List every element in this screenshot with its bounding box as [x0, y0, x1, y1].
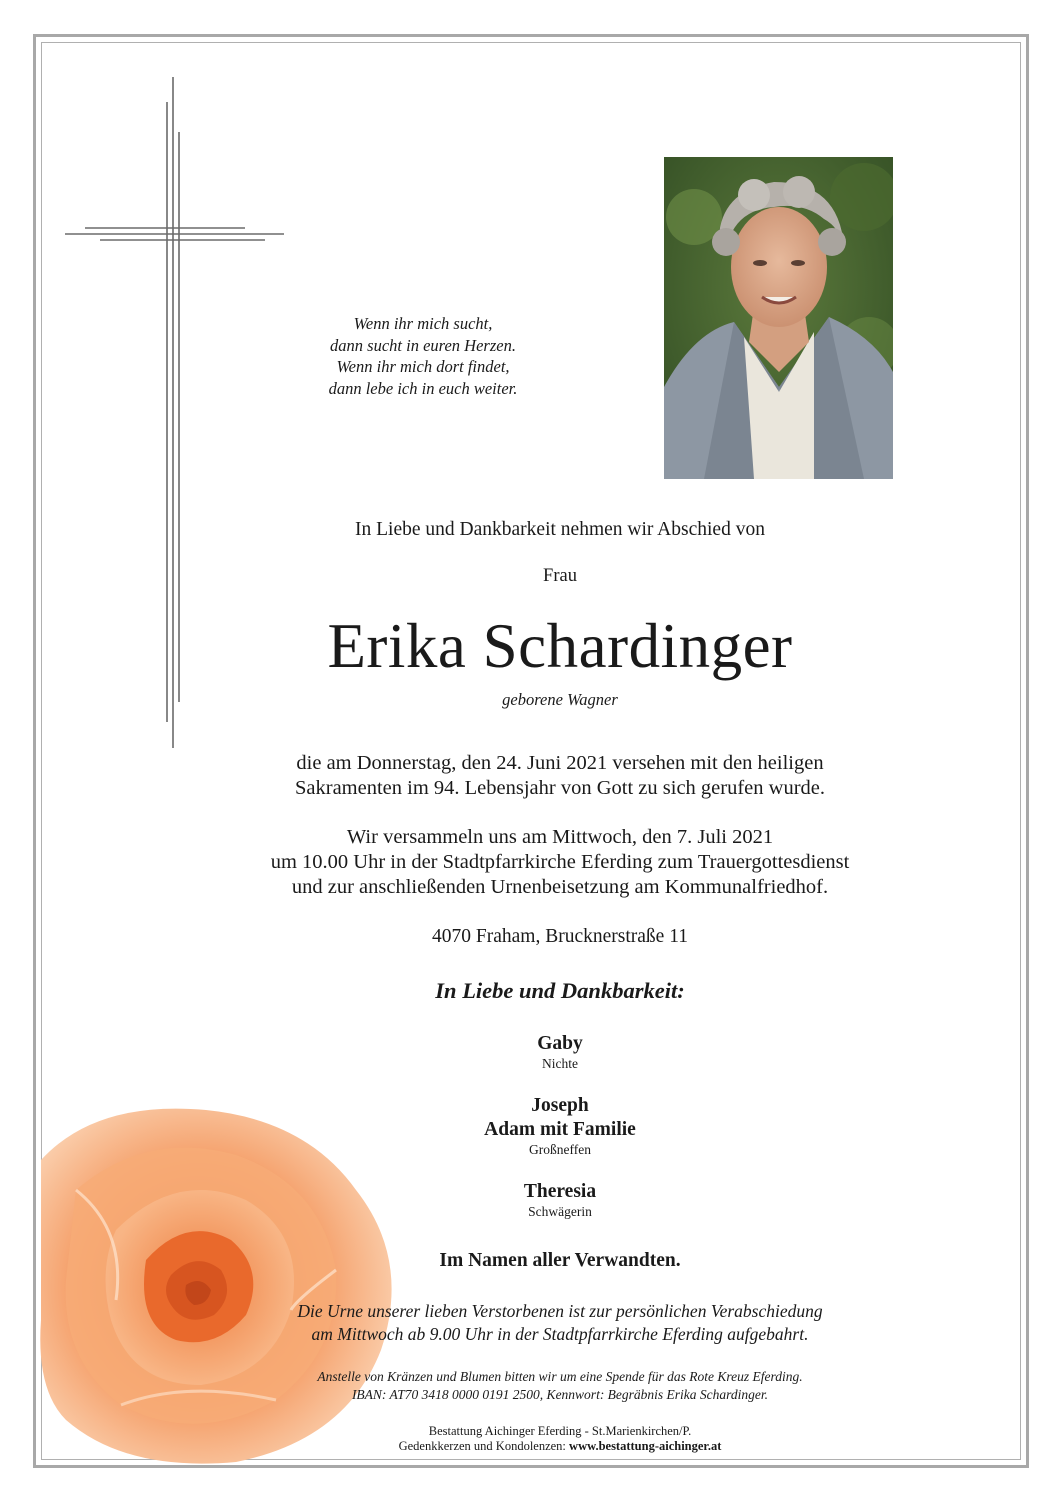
donation-line: Anstelle von Kränzen und Blumen bitten wir um eine Spende für das Rote Kreuz Eferding. [317, 1369, 803, 1384]
donation-line: IBAN: AT70 3418 0000 0191 2500, Kennwort: Begräbnis Erika Schardinger. [351, 1387, 769, 1402]
service-info [150, 825, 970, 900]
mourner-name: Adam mit Familie [484, 1119, 636, 1140]
deceased-name: Erika Schardinger [327, 611, 793, 681]
intro-text: In Liebe und Dankbarkeit nehmen wir Abschied von [355, 519, 765, 540]
mourner-name: Theresia [523, 1181, 597, 1202]
salutation: Frau [543, 566, 577, 586]
death-line: die am Donnerstag, den 24. Juni 2021 versehen mit den heiligen [296, 752, 824, 774]
donation-note [160, 1368, 960, 1404]
mourner-name: Gaby [537, 1033, 583, 1054]
mourner-relation: Nichte [542, 1056, 578, 1071]
footer-condolences [180, 1439, 940, 1454]
website-link[interactable]: www.bestattung-aichinger.at [569, 1439, 722, 1453]
poem [300, 313, 546, 399]
portrait-photo [664, 157, 893, 479]
footer-company: Bestattung Aichinger Eferding - St.Marienkirchen/P. [428, 1424, 692, 1438]
mourner-group [180, 1094, 940, 1158]
urn-note [160, 1300, 960, 1346]
mourners-heading: In Liebe und Dankbarkeit: [435, 978, 685, 1003]
poem-line: dann sucht in euren Herzen. [330, 335, 516, 355]
poem-line: Wenn ihr mich sucht, [353, 314, 493, 333]
footer-condolences-label: Gedenkkerzen und Kondolenzen: [398, 1439, 570, 1453]
birth-name: geborene Wagner [502, 690, 618, 709]
footer [180, 1424, 940, 1454]
mourner-relation: Schwägerin [528, 1204, 592, 1219]
mourner-name: Joseph [531, 1095, 589, 1116]
poem-line: Wenn ihr mich dort findet, [336, 357, 510, 376]
address: 4070 Fraham, Brucknerstraße 11 [432, 926, 688, 947]
mourner-group [180, 1180, 940, 1220]
service-line: Wir versammeln uns am Mittwoch, den 7. Juli 2021 [346, 826, 774, 848]
mourner-relation: Großneffen [529, 1142, 591, 1157]
death-line: Sakramenten im 94. Lebensjahr von Gott zu sich gerufen wurde. [295, 777, 825, 799]
mourner-group [180, 1032, 940, 1072]
death-announcement [180, 751, 940, 801]
service-line: und zur anschließenden Urnenbeisetzung am Kommunalfriedhof. [291, 876, 829, 898]
service-line: um 10.00 Uhr in der Stadtpfarrkirche Eferding zum Trauergottesdienst [270, 851, 850, 873]
urn-line: am Mittwoch ab 9.00 Uhr in der Stadtpfarrkirche Eferding aufgebahrt. [311, 1324, 809, 1344]
poem-line: dann lebe ich in euch weiter. [328, 378, 518, 398]
family-closing: Im Namen aller Verwandten. [439, 1250, 681, 1271]
urn-line: Die Urne unserer lieben Verstorbenen ist zur persönlichen Verabschiedung [297, 1301, 823, 1321]
